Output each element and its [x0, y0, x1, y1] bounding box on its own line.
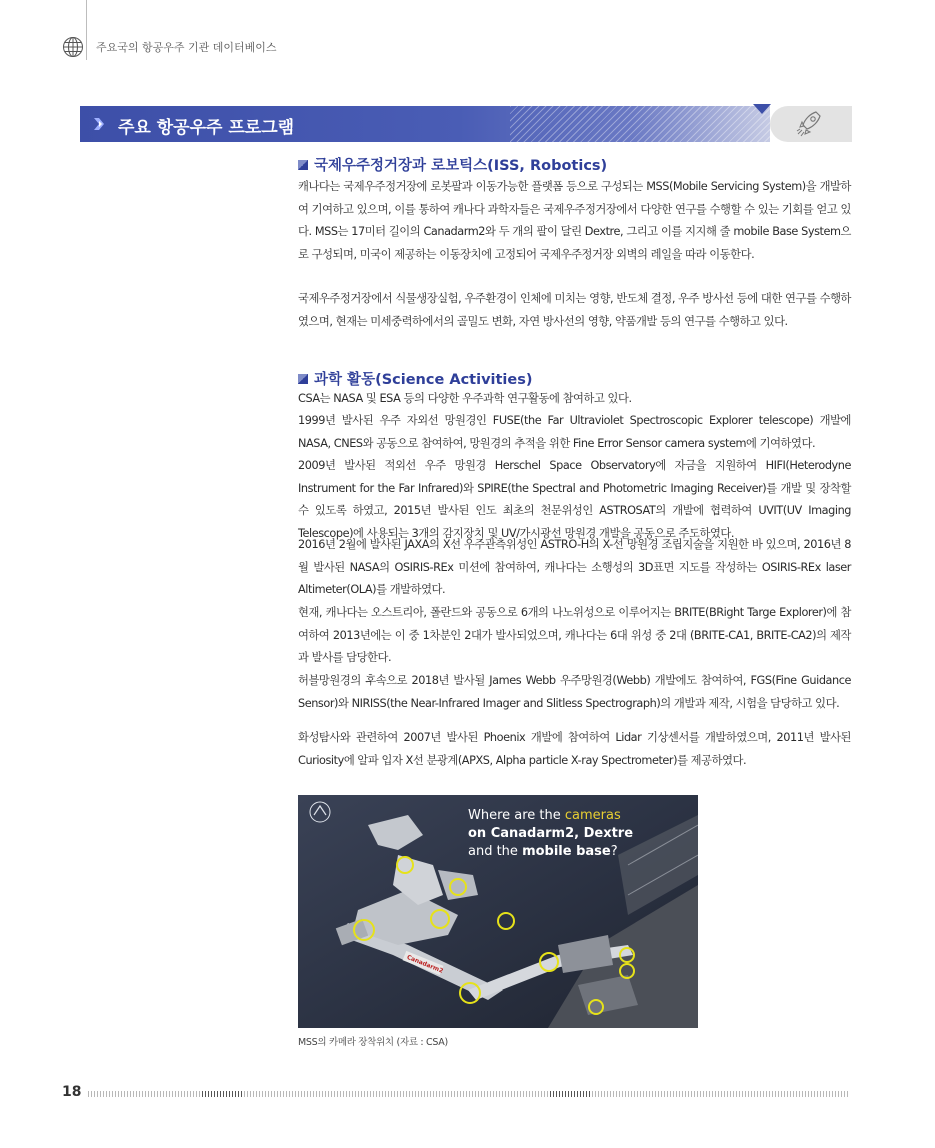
footer-dotted-accent — [202, 1091, 242, 1097]
section-heading-text: 국제우주정거장과 로보틱스(ISS, Robotics) — [314, 158, 608, 174]
paragraph: 2009년 발사된 적외선 우주 망원경 Herschel Space Observatory에 자금을 지원하여 HIFI(Heterodyne Instrument for the Far Infrared)와 SPIRE(the Spectral and Photometric Imaging Receiver)를 개발 및 장착할 수 있도록 하였고, 2015년 발사된 인도 최초의 천문위성인 ASTROSAT의 개발에 협력하여 UVIT(UV Imaging Telescope)에 사용되는 3개의 감지장치 및 UV/가시광선 망원경 개발을 공동으로 주도하였다. — [298, 459, 851, 540]
figure-caption: MSS의 카메라 장착위치 (자료 : CSA) — [298, 1037, 448, 1048]
section-heading-science — [298, 368, 532, 389]
figure-text-cameras: cameras — [564, 808, 621, 823]
figure-text-canadarm: on Canadarm2, Dextre — [468, 826, 634, 841]
header-title: 주요국의 항공우주 기관 데이터베이스 — [96, 41, 277, 54]
heading-square-icon — [298, 160, 308, 170]
banner-title: 주요 항공우주 프로그램 — [118, 118, 295, 138]
svg-text:Where are the cameras — [468, 808, 621, 823]
rocket-icon — [792, 108, 828, 140]
banner-tag-icon — [753, 104, 771, 114]
paragraph: 현재, 캐나다는 오스트리아, 폴란드와 공동으로 6개의 나노위성으로 이루어지는 BRITE(BRight Targe Explorer)에 참여하여 2013년에는 이 중 1차분인 2대가 발사되었으며, 캐나다는 6대 위성 중 2대 (BRITE-CA1, BRITE-CA2)의 제작과 발사를 담당한다. — [298, 606, 851, 664]
figure-text-question: ? — [610, 844, 618, 859]
banner-hatch — [510, 106, 770, 142]
figure-text-and-the: and the — [468, 844, 523, 859]
paragraph: 캐나다는 국제우주정거장에 로봇팔과 이동가능한 플랫폼 등으로 구성되는 MSS(Mobile Servicing System)을 개발하여 기여하고 있으며, 이를 통하여 캐나다 과학자들은 국제우주정거장에서 다양한 연구를 수행할 수 있는 기회를 얻고 있다. MSS는 17미터 길이의 Canadarm2와 두 개의 팔이 달린 Dextre, 그리고 이를 지지해 줄 mobile Base System으로 구성되며, 미국이 제공하는 이동장치에 고정되어 국제우주정거장 외벽의 레일을 따라 이동한다. — [298, 180, 851, 261]
section-heading-iss — [298, 154, 607, 175]
paragraph: 허블망원경의 후속으로 2018년 발사될 James Webb 우주망원경(Webb) 개발에도 참여하여, FGS(Fine Guidance Sensor)와 NIRISS(the Near-Infrared Imager and Slitless Spectrograph)의 개발과 제작, 시험을 담당하고 있다. — [298, 674, 851, 710]
page-number: 18 — [62, 1084, 82, 1100]
page-footer — [62, 1086, 852, 1100]
paragraph: 화성탐사와 관련하여 2007년 발사된 Phoenix 개발에 참여하여 Lidar 기상센서를 개발하였으며, 2011년 발사된 Curiosity에 알파 입자 X선 분광계(APXS, Alpha particle X-ray Spectrometer)를 제공하였다. — [298, 731, 851, 767]
globe-icon — [62, 36, 84, 58]
banner-emblem-tab — [770, 106, 852, 142]
svg-text:and the mobile base? — [468, 844, 618, 859]
footer-dotted-accent — [550, 1091, 590, 1097]
section-heading-text: 과학 활동(Science Activities) — [314, 372, 533, 388]
figure-text-mobile-base: mobile base — [522, 844, 611, 859]
running-header — [62, 36, 277, 58]
paragraph: CSA는 NASA 및 ESA 등의 다양한 우주과학 연구활동에 참여하고 있다. — [298, 392, 632, 405]
mss-camera-figure — [298, 795, 698, 1028]
paragraph: 국제우주정거장에서 식물생장실험, 우주환경이 인체에 미치는 영향, 반도체 결정, 우주 방사선 등에 대한 연구를 수행하였으며, 현재는 미세중력하에서의 골밀도 변화, 자연 방사선의 영향, 약품개발 등의 연구를 수행하고 있다. — [298, 292, 851, 328]
arm-logo-text: Canadarm2 — [405, 953, 445, 975]
heading-square-icon — [298, 374, 308, 384]
arrow-right-icon — [94, 118, 108, 130]
paragraph: 1999년 발사된 우주 자외선 망원경인 FUSE(the Far Ultraviolet Spectroscopic Explorer telescope) 개발에 NASA, CNES와 공동으로 참여하여, 망원경의 추적을 위한 Fine Error Sensor camera system에 기여하였다. — [298, 414, 851, 450]
paragraph: 2016년 2월에 발사된 JAXA의 X선 우주관측위성인 ASTRO-H의 X-선 망원경 조립지술을 지원한 바 있으며, 2016년 8월 발사된 NASA의 OSIRIS-REx 미션에 참여하여, 캐나다는 소행성의 3D표면 지도를 작성하는 OSIRIS-REx laser Altimeter(OLA)를 개발하였다. — [298, 538, 851, 596]
section-banner — [80, 106, 770, 142]
figure-text-where: Where are the — [468, 808, 565, 823]
